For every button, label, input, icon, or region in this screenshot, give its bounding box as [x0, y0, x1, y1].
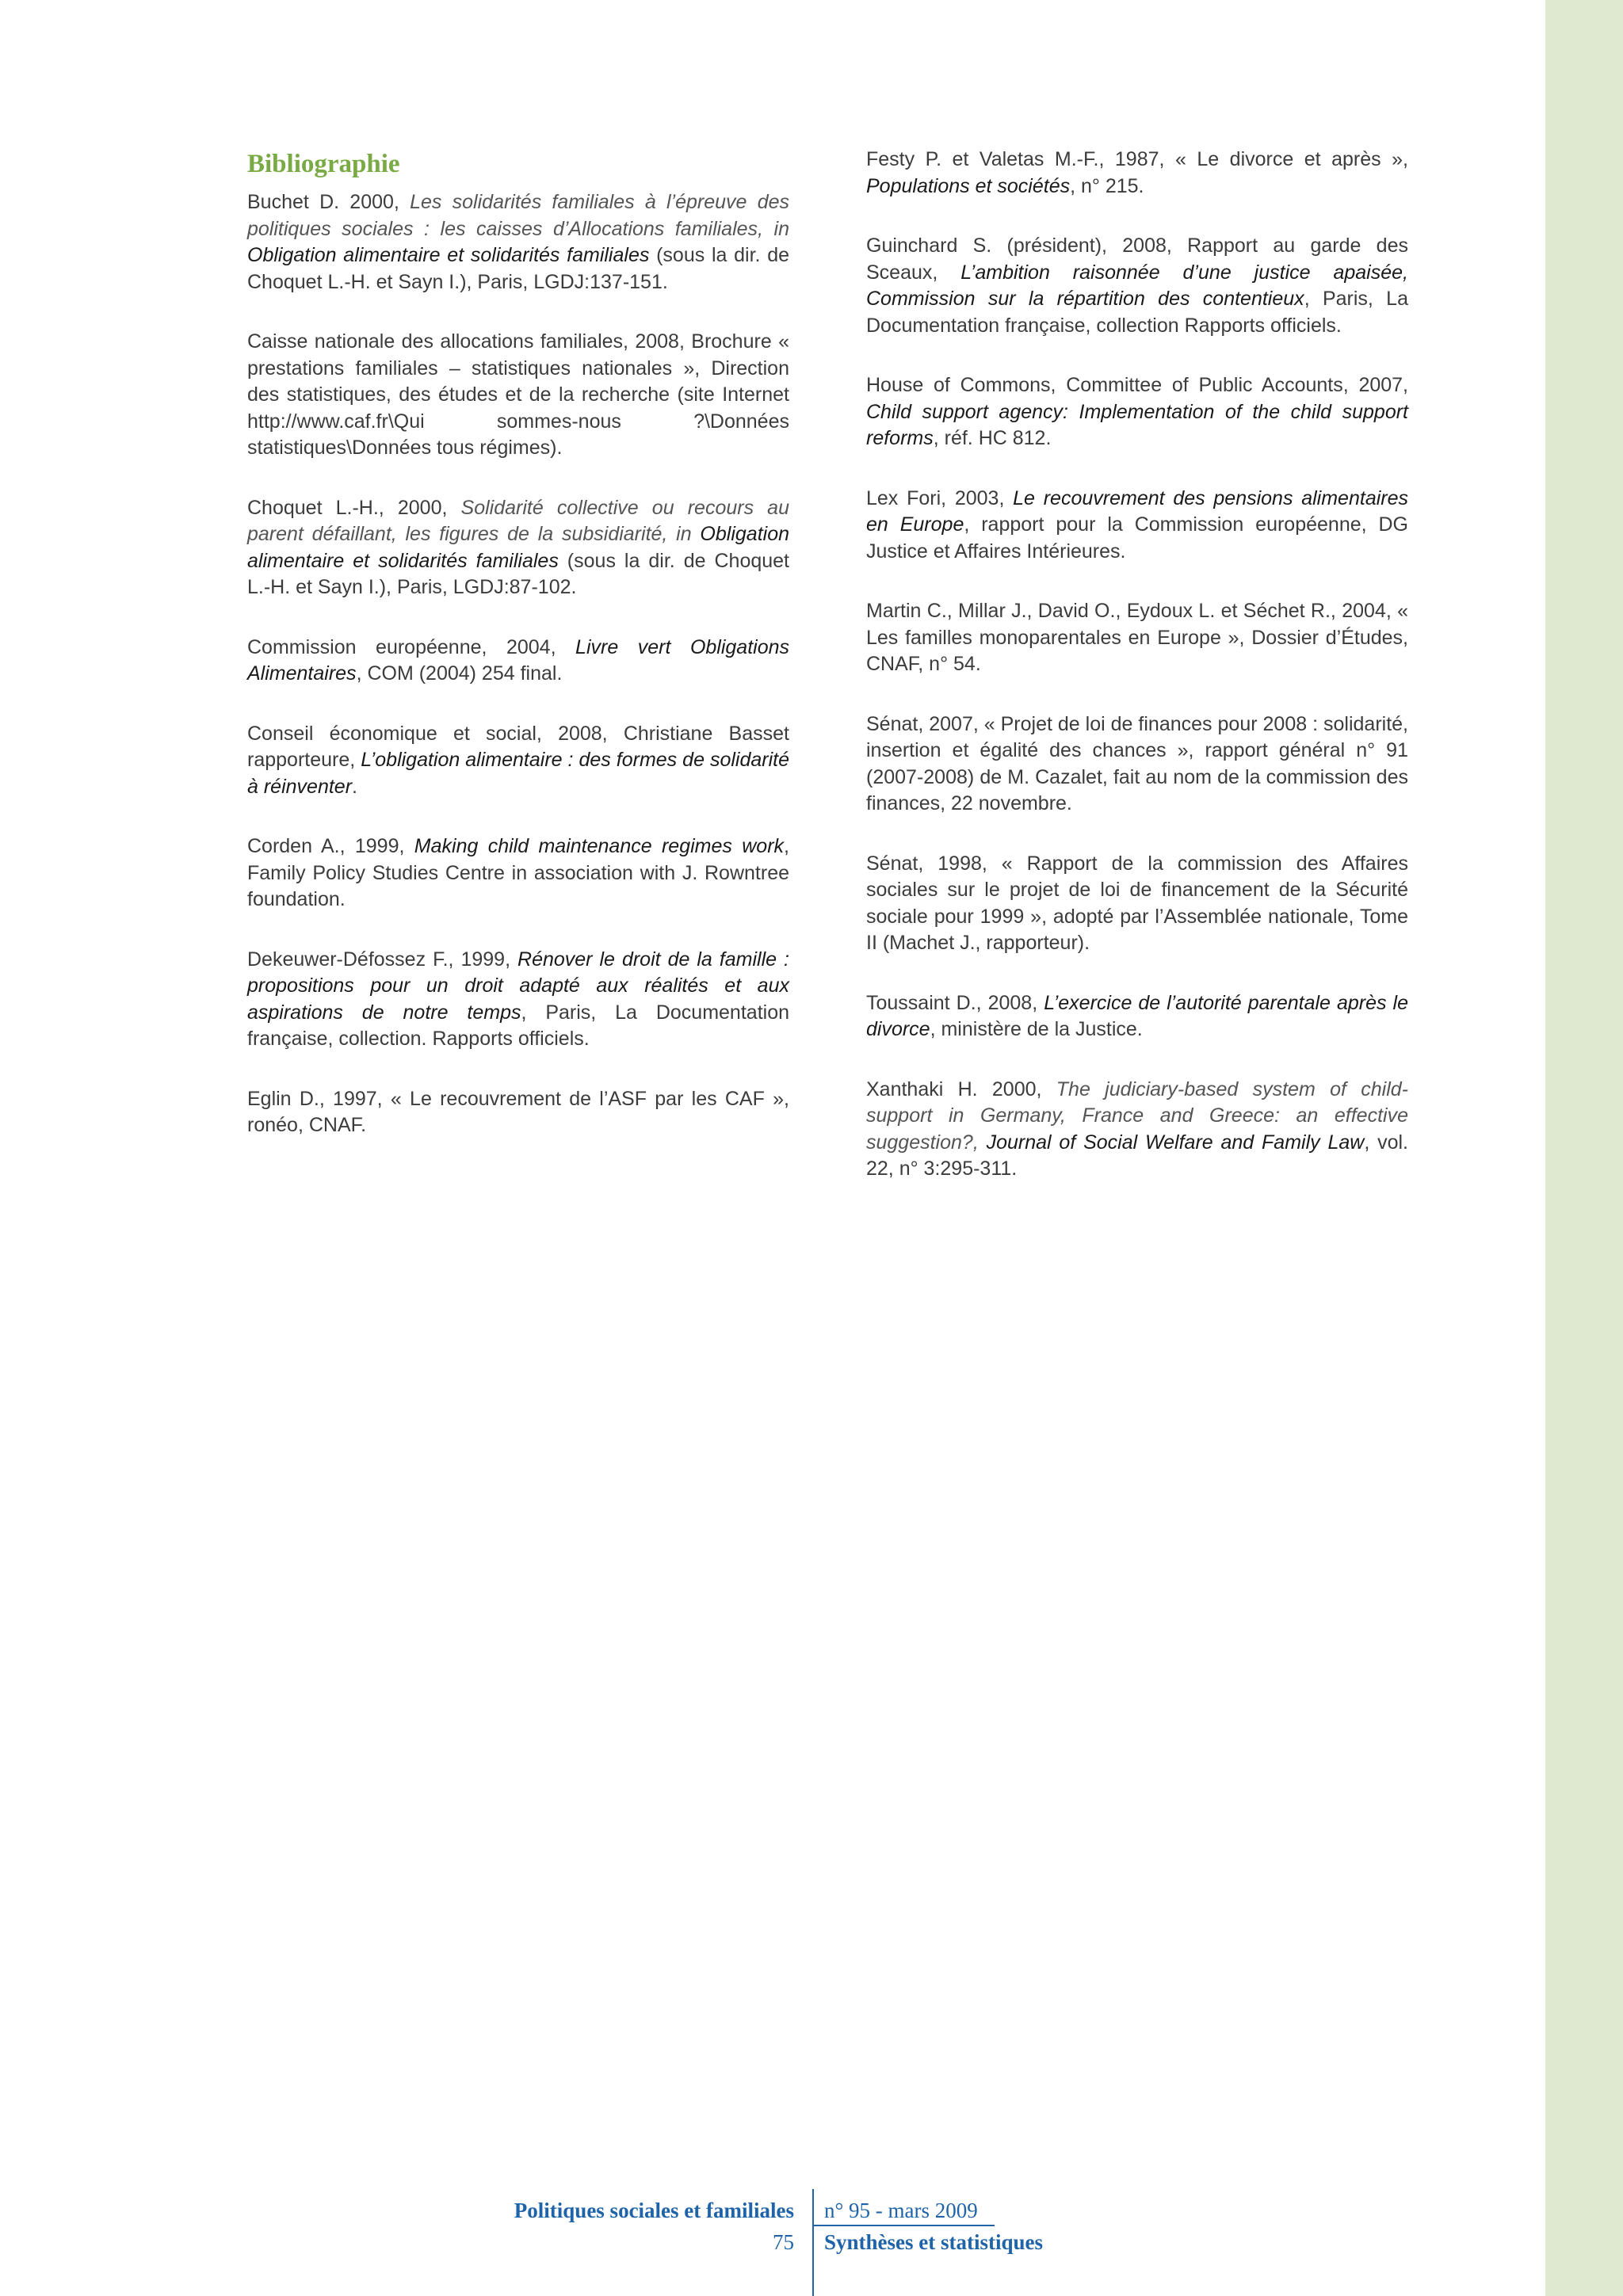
- reference-entry: [866, 851, 1408, 957]
- reference-post: .: [352, 775, 357, 798]
- reference-post: , vol. 22, n° 3:295-311.: [866, 1131, 1408, 1180]
- reference-pre: Corden A., 1999,: [247, 835, 414, 857]
- reference-entry: [866, 598, 1408, 678]
- reference-ti: Child support agency: Implementation of the child support reforms: [866, 400, 1408, 449]
- journal-title: Politiques sociales et familiales: [514, 2199, 794, 2222]
- reference-entry: [866, 1077, 1408, 1183]
- reference-entry: [247, 721, 789, 801]
- reference-pre: Dekeuwer-Défossez F., 1999,: [247, 948, 518, 971]
- reference-entry: [866, 486, 1408, 566]
- reference-entry: [866, 233, 1408, 339]
- reference-pre: Buchet D. 2000,: [247, 191, 411, 213]
- reference-pre: Guinchard S. (président), 2008, Rapport au garde des Sceaux,: [866, 235, 1408, 284]
- reference-pre: Lex Fori, 2003,: [866, 486, 1014, 509]
- reference-pre: Caisse nationale des allocations familiales, 2008, Brochure « prestations familiales – statistiques nationales », Direction des statistiques, des études et de la recherche (site Internet http://www.caf.fr\Qui sommes-nous ?\Données statistiques\Données tous régimes).: [247, 330, 789, 459]
- reference-ti: Le recouvrement des pensions alimentaires en Europe: [866, 486, 1408, 536]
- reference-entry: [247, 833, 789, 913]
- reference-pre: Martin C., Millar J., David O., Eydoux L. et Séchet R., 2004, « Les familles monoparentales en Europe », Dossier d’Études, CNAF, n° 54.: [866, 600, 1408, 675]
- reference-it: The judiciary-based system of child-support in Germany, France and Greece: an effective suggestion?,: [866, 1077, 1408, 1154]
- reference-pre: Sénat, 1998, « Rapport de la commission des Affaires sociales sur le projet de loi de financement de la Sécurité sociale pour 1999 », adopté par l’Assemblée nationale, Tome II (Machet J., rapporteur).: [866, 852, 1408, 954]
- reference-post: , ministère de la Justice.: [930, 1018, 1143, 1040]
- reference-entry: [866, 990, 1408, 1043]
- reference-list-left: [247, 189, 789, 1139]
- reference-pre: House of Commons, Committee of Public Accounts, 2007,: [866, 374, 1408, 396]
- reference-pre: Toussaint D., 2008,: [866, 991, 1044, 1014]
- reference-ti: Obligation alimentaire et solidarités familiales: [247, 244, 650, 266]
- reference-it: Solidarité collective ou recours au parent défaillant, les figures de la subsidiarité, in: [247, 496, 789, 545]
- reference-entry: [247, 329, 789, 462]
- page-number: 75: [773, 2230, 794, 2254]
- reference-ti: Rénover le droit de la famille : propositions pour un droit adapté aux réalités et aux aspirations de notre temps: [247, 948, 789, 1024]
- bibliography-column-right: [866, 147, 1408, 1216]
- reference-pre: Sénat, 2007, « Projet de loi de finances pour 2008 : solidarité, insertion et égalité des chances », rapport général n° 91 (2007-2008) de M. Cazalet, fait au nom de la commission des finances, 22 novembre.: [866, 712, 1408, 814]
- reference-pre: Xanthaki H. 2000,: [866, 1077, 1056, 1100]
- reference-entry: [247, 495, 789, 601]
- reference-ti: Livre vert Obligations Alimentaires: [247, 635, 790, 685]
- footer-divider-vertical: [812, 2189, 814, 2296]
- reference-ti: Populations et sociétés: [866, 174, 1071, 197]
- reference-post: , n° 215.: [1070, 174, 1144, 197]
- footer-left: [514, 2195, 794, 2258]
- reference-ti: L’ambition raisonnée d’une justice apaisée, Commission sur la répartition des contentieux: [866, 261, 1408, 310]
- reference-entry: [247, 1086, 789, 1139]
- reference-post: (sous la dir. de Choquet L.-H. et Sayn I.), Paris, LGDJ:87-102.: [247, 549, 789, 598]
- reference-post: , Paris, La Documentation française, collection Rapports officiels.: [866, 288, 1408, 337]
- reference-post: , réf. HC 812.: [933, 427, 1052, 449]
- reference-entry: [866, 147, 1408, 200]
- reference-ti: Journal of Social Welfare and Family Law: [986, 1131, 1365, 1154]
- reference-list-right: [866, 147, 1408, 1183]
- reference-post: , COM (2004) 254 final.: [356, 662, 563, 685]
- reference-pre: Conseil économique et social, 2008, Christiane Basset rapporteure,: [247, 722, 789, 771]
- reference-post: (sous la dir. de Choquet L.-H. et Sayn I.), Paris, LGDJ:137-151.: [247, 244, 790, 293]
- reference-ti: Making child maintenance regimes work: [414, 835, 785, 857]
- reference-entry: [866, 372, 1408, 452]
- reference-entry: [866, 711, 1408, 818]
- page-edge-band: [1545, 0, 1623, 2296]
- reference-entry: [247, 635, 789, 688]
- reference-ti: L’obligation alimentaire : des formes de solidarité à réinventer: [247, 749, 790, 798]
- footer-right: [824, 2195, 1043, 2258]
- reference-post: , rapport pour la Commission européenne, DG Justice et Affaires Intérieures.: [866, 513, 1408, 563]
- reference-pre: Choquet L.-H., 2000,: [247, 496, 461, 519]
- section-heading: Bibliographie: [247, 150, 400, 178]
- issue-info: n° 95 - mars 2009: [824, 2199, 978, 2222]
- reference-pre: Festy P. et Valetas M.-F., 1987, « Le divorce et après »,: [866, 148, 1408, 170]
- reference-entry: [247, 947, 789, 1053]
- reference-entry: [247, 189, 789, 296]
- reference-ti: Obligation alimentaire et solidarités familiales: [247, 523, 789, 572]
- reference-it: Les solidarités familiales à l’épreuve des politiques sociales : les caisses d’Allocations familiales, in: [247, 191, 790, 240]
- reference-pre: Eglin D., 1997, « Le recouvrement de l’ASF par les CAF », ronéo, CNAF.: [247, 1087, 789, 1136]
- section-name: Synthèses et statistiques: [824, 2230, 1044, 2254]
- reference-post: , Paris, La Documentation française, collection. Rapports officiels.: [247, 1001, 789, 1050]
- reference-pre: Commission européenne, 2004,: [247, 635, 576, 658]
- bibliography-column-left: [247, 147, 789, 1173]
- reference-ti: L’exercice de l’autorité parentale après le divorce: [866, 991, 1408, 1040]
- reference-post: , Family Policy Studies Centre in association with J. Rowntree foundation.: [247, 835, 789, 910]
